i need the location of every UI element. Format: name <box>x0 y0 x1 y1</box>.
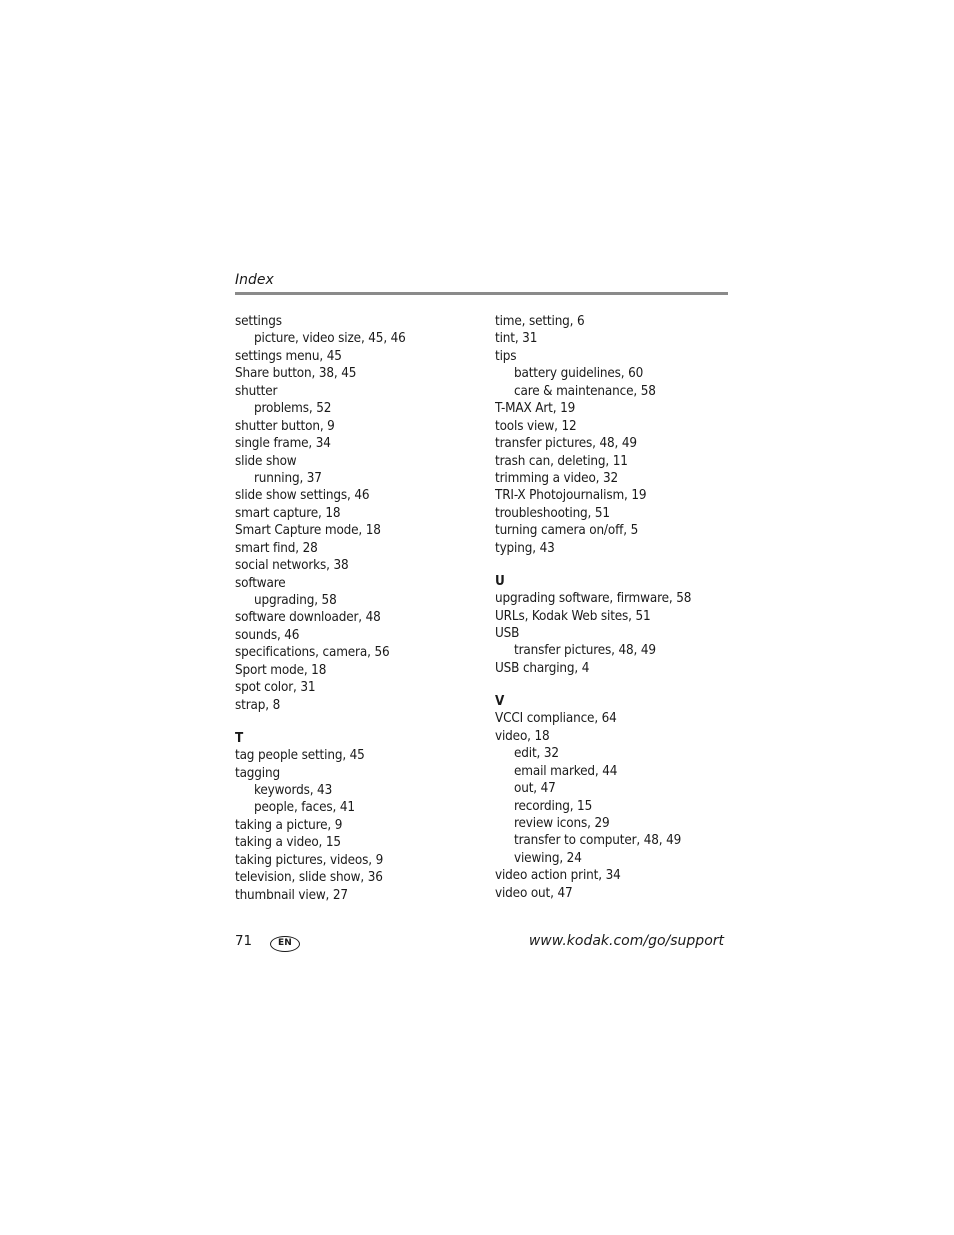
index-subentry: picture, video size, 45, 46 <box>254 331 406 347</box>
index-entry: taking pictures, videos, 9 <box>235 852 384 868</box>
index-entry: USB charging, 4 <box>495 660 590 676</box>
index-entry: shutter button, 9 <box>235 418 335 434</box>
index-entry: slide show <box>235 453 297 469</box>
index-entry: taking a video, 15 <box>235 835 341 851</box>
index-entry: settings <box>235 314 282 329</box>
index-subentry: out, 47 <box>514 781 556 797</box>
index-entry: smart find, 28 <box>235 540 318 556</box>
index-column-right <box>495 313 735 902</box>
index-entry: trimming a video, 32 <box>495 470 619 486</box>
index-column-left <box>235 313 475 904</box>
index-subentry: recording, 15 <box>514 798 593 814</box>
index-section-gap <box>235 714 475 730</box>
index-entry: taking a picture, 9 <box>235 817 343 833</box>
index-entry: software downloader, 48 <box>235 610 381 626</box>
index-entry: video action print, 34 <box>495 868 621 884</box>
index-subentry: edit, 32 <box>514 746 559 762</box>
index-entry: tips <box>495 348 517 364</box>
index-subentry: running, 37 <box>254 470 322 486</box>
index-section-letter: U <box>495 573 505 589</box>
index-entry: URLs, Kodak Web sites, 51 <box>495 608 651 624</box>
index-entry: Smart Capture mode, 18 <box>235 523 381 539</box>
index-entry: Sport mode, 18 <box>235 662 327 678</box>
page-number: 71 <box>235 934 253 949</box>
language-badge: EN <box>270 936 300 952</box>
support-url: www.kodak.com/go/support <box>528 933 724 949</box>
page-header-title: Index <box>235 272 274 288</box>
index-subentry: transfer to computer, 48, 49 <box>514 833 682 849</box>
index-entry: single frame, 34 <box>235 436 331 452</box>
index-section-gap <box>495 557 735 573</box>
index-entry: transfer pictures, 48, 49 <box>495 436 637 452</box>
index-entry: social networks, 38 <box>235 558 349 574</box>
index-subentry: upgrading, 58 <box>254 593 337 608</box>
index-entry: turning camera on/off, 5 <box>495 523 639 539</box>
index-subentry: battery guidelines, 60 <box>514 366 644 382</box>
index-entry: USB <box>495 626 520 642</box>
index-entry: thumbnail view, 27 <box>235 887 348 903</box>
index-entry: slide show settings, 46 <box>235 488 370 504</box>
index-subentry: review icons, 29 <box>514 816 610 831</box>
index-section-letter: V <box>495 693 505 709</box>
index-entry: tint, 31 <box>495 331 538 347</box>
index-subentry: care & maintenance, 58 <box>514 383 656 399</box>
index-entry: typing, 43 <box>495 540 555 556</box>
index-subentry: transfer pictures, 48, 49 <box>514 643 656 659</box>
index-section-gap <box>495 677 735 693</box>
index-entry: strap, 8 <box>235 697 281 713</box>
index-entry: time, setting, 6 <box>495 314 585 329</box>
index-entry: tag people setting, 45 <box>235 748 365 764</box>
index-subentry: problems, 52 <box>254 401 332 417</box>
index-entry: TRI-X Photojournalism, 19 <box>495 488 647 504</box>
index-entry: Share button, 38, 45 <box>235 366 357 382</box>
index-entry: video out, 47 <box>495 885 573 901</box>
index-subentry: people, faces, 41 <box>254 800 355 816</box>
index-subentry: keywords, 43 <box>254 782 333 798</box>
index-entry: television, slide show, 36 <box>235 870 383 886</box>
index-entry: video, 18 <box>495 728 550 744</box>
index-entry: T-MAX Art, 19 <box>495 401 576 417</box>
index-entry: tagging <box>235 765 280 781</box>
index-entry: trash can, deleting, 11 <box>495 453 628 469</box>
index-subentry: email marked, 44 <box>514 763 618 779</box>
index-entry: settings menu, 45 <box>235 348 342 364</box>
index-entry: specifications, camera, 56 <box>235 645 390 661</box>
index-entry: tools view, 12 <box>495 418 577 434</box>
index-entry: upgrading software, firmware, 58 <box>495 591 692 607</box>
index-entry: VCCI compliance, 64 <box>495 711 617 727</box>
index-section-letter: T <box>235 730 244 746</box>
index-entry: shutter <box>235 383 278 399</box>
header-rule <box>235 292 728 295</box>
index-entry: troubleshooting, 51 <box>495 505 610 521</box>
index-entry: sounds, 46 <box>235 627 300 643</box>
index-entry: software <box>235 575 286 591</box>
index-subentry: viewing, 24 <box>514 850 582 866</box>
index-entry: smart capture, 18 <box>235 505 341 521</box>
index-entry: spot color, 31 <box>235 680 316 696</box>
